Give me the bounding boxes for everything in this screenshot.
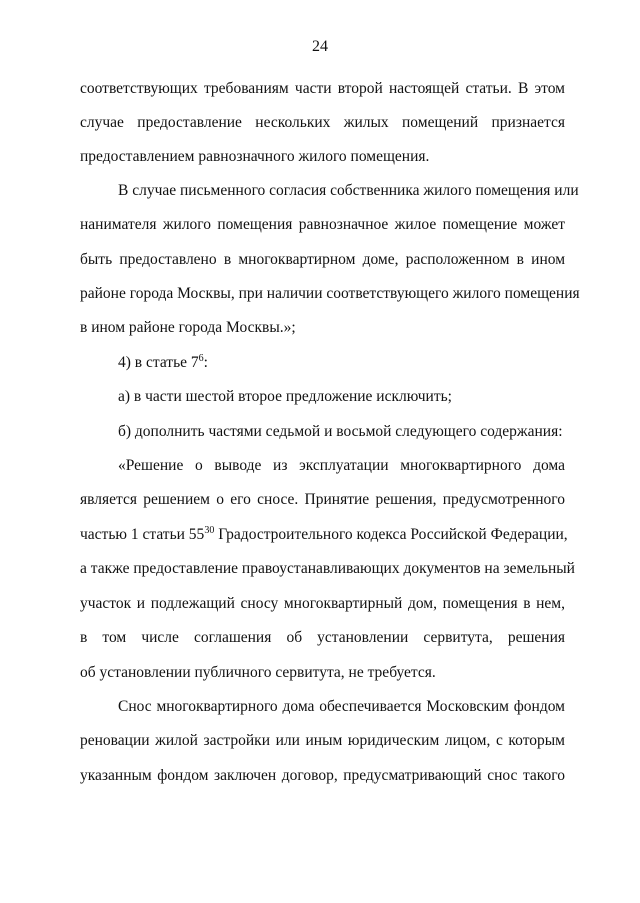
text-line: указанным фондом заключен договор, предусматривающий снос такого xyxy=(80,767,565,784)
text-line-article-55 xyxy=(80,525,568,545)
text-line: случае предоставление нескольких жилых помещений признается xyxy=(80,114,565,131)
text-line: соответствующих требованиям части второй настоящей статьи. В этом xyxy=(80,80,565,97)
page-number: 24 xyxy=(312,38,328,55)
item-4-line xyxy=(118,353,565,373)
article-55-before: частью 1 статьи 55 xyxy=(80,526,205,543)
subitem-a: a) в части шестой второе предложение исключить; xyxy=(118,388,452,405)
text-line: нанимателя жилого помещения равнозначное жилое помещение может xyxy=(80,216,565,233)
article-55-after: Градостроительного кодекса Российской Федерации, xyxy=(214,526,568,543)
text-line: районе города Москвы, при наличии соответствующего жилого помещения xyxy=(80,285,580,302)
text-line: об установлении публичного сервитута, не требуется. xyxy=(80,664,436,681)
text-line: а также предоставление правоустанавливающих документов на земельный xyxy=(80,560,575,577)
text-line: в ином районе города Москвы.»; xyxy=(80,319,296,336)
item-4-text: 4) в статье 7 xyxy=(118,354,199,371)
subitem-b: б) дополнить частями седьмой и восьмой следующего содержания: xyxy=(118,423,563,440)
paragraph-first-line: «Решение о выводе из эксплуатации многоквартирного дома xyxy=(118,457,565,474)
superscript: 30 xyxy=(204,525,215,536)
text-line: является решением о его сносе. Принятие решения, предусмотренного xyxy=(80,491,565,508)
text-line: быть предоставлено в многоквартирном доме, расположенном в ином xyxy=(80,251,565,268)
superscript: 6 xyxy=(198,353,204,364)
text-line: предоставлением равнозначного жилого помещения. xyxy=(80,148,430,165)
text-line: в том числе соглашения об установлении сервитута, решения xyxy=(80,629,565,646)
paragraph-first-line: В случае письменного согласия собственника жилого помещения или xyxy=(118,182,579,199)
text-line: участок и подлежащий сносу многоквартирный дом, помещения в нем, xyxy=(80,595,565,612)
item-4-tail: : xyxy=(203,354,208,371)
paragraph-first-line: Снос многоквартирного дома обеспечивается Московским фондом xyxy=(118,698,565,715)
text-line: реновации жилой застройки или иным юридическим лицом, с которым xyxy=(80,732,565,749)
